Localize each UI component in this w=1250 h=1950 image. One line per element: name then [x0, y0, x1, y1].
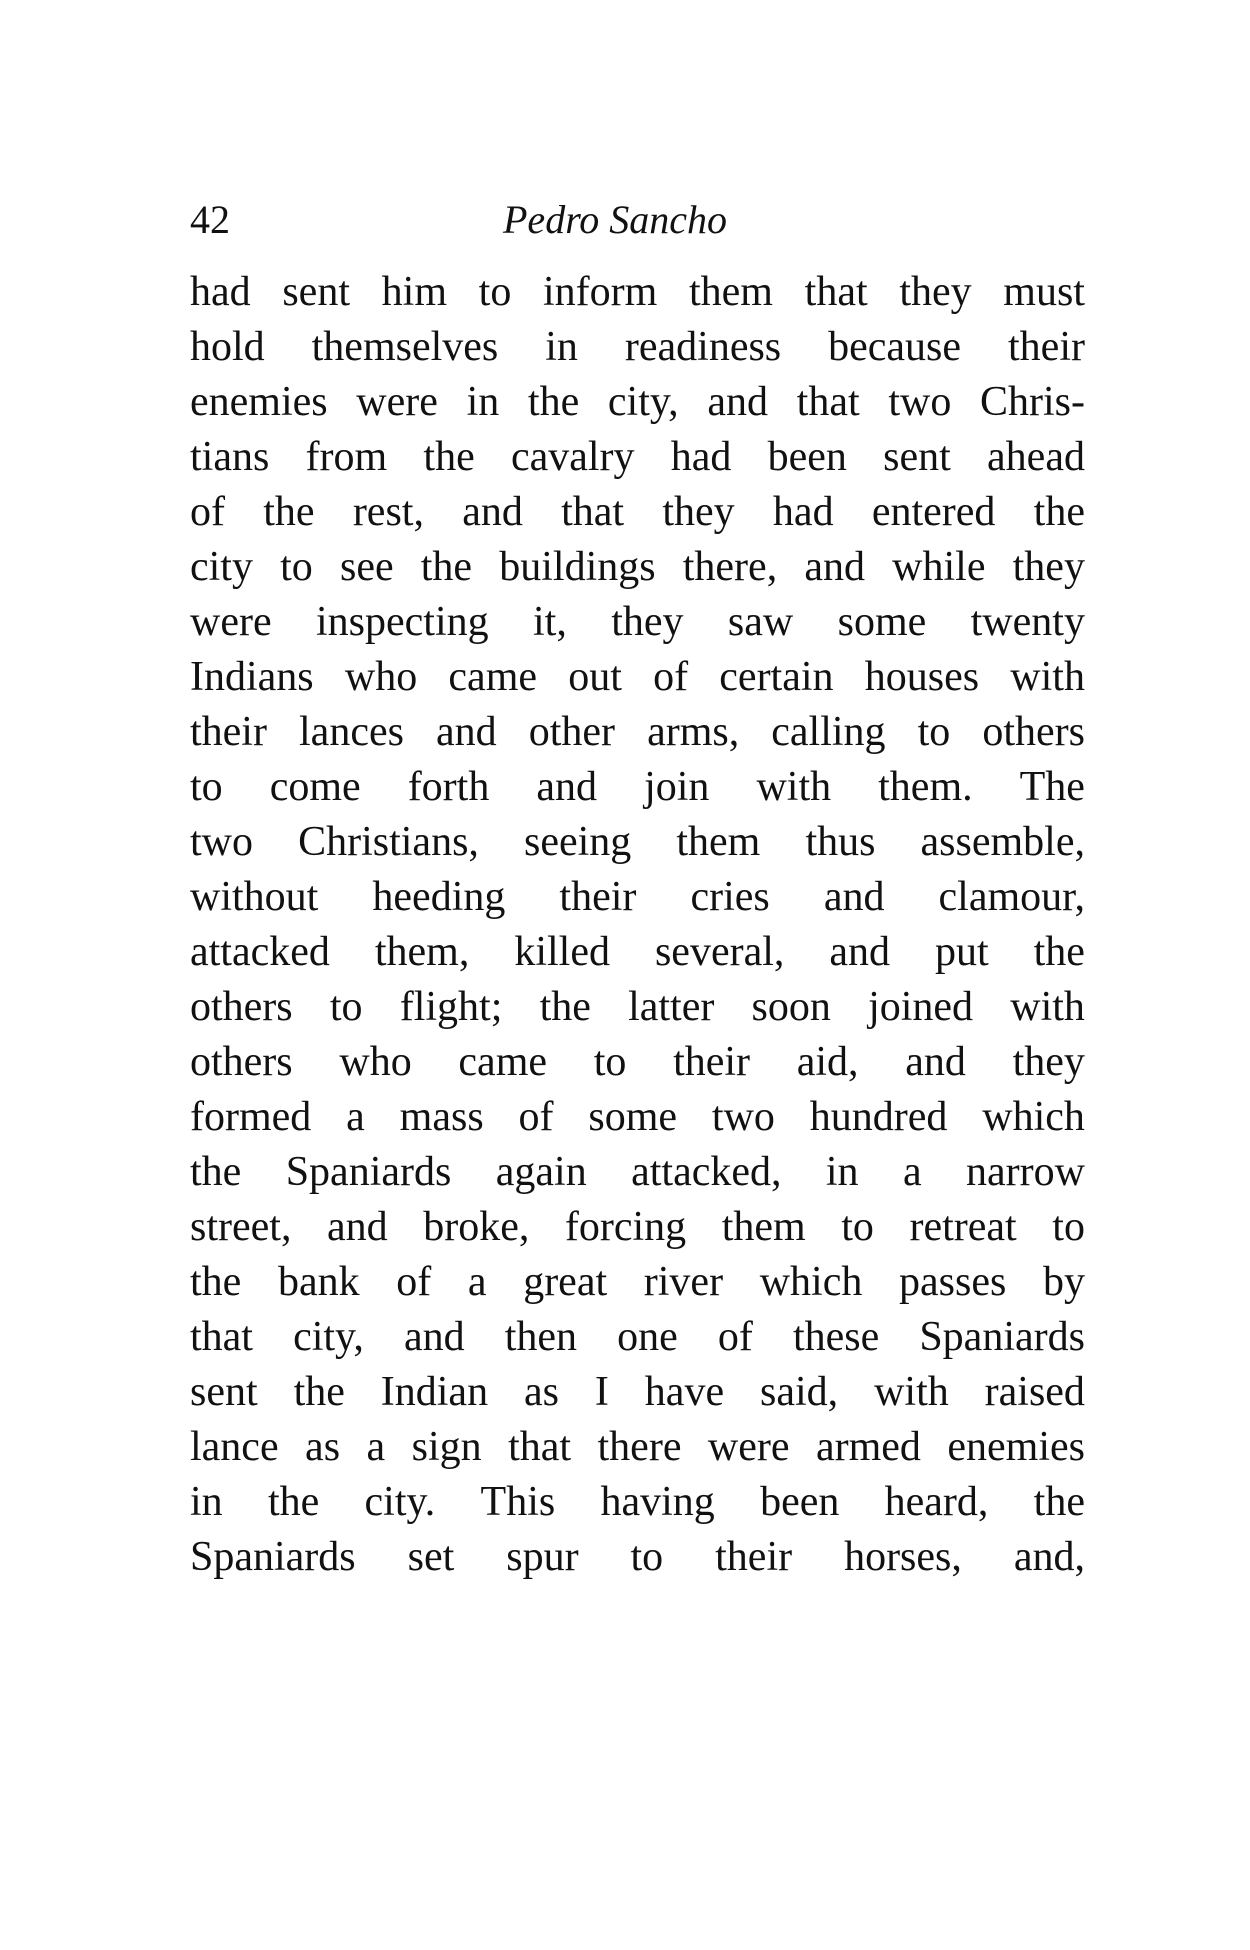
word: the	[527, 379, 580, 425]
page-number: 42	[190, 197, 230, 242]
word: and	[707, 379, 768, 425]
word: city	[190, 544, 253, 590]
word: one	[617, 1314, 678, 1360]
word: inspecting	[315, 599, 489, 645]
word: certain	[719, 654, 834, 700]
word: their	[673, 1039, 751, 1085]
word: joined	[868, 984, 974, 1030]
word: I	[594, 1369, 609, 1415]
word: and	[327, 1204, 388, 1250]
word: with	[756, 764, 832, 810]
word: spur	[506, 1534, 579, 1580]
word: forcing	[564, 1204, 687, 1250]
word: river	[643, 1259, 724, 1305]
word: to	[280, 544, 313, 590]
text-line	[190, 870, 1085, 925]
word: had	[190, 269, 251, 315]
text-line	[190, 1530, 1085, 1585]
word: there	[597, 1424, 682, 1470]
word: calling	[771, 709, 886, 755]
text-line	[190, 265, 1085, 320]
word: Christians,	[298, 819, 479, 865]
word: they	[899, 269, 972, 315]
word: a	[902, 1149, 922, 1195]
word: street,	[190, 1204, 292, 1250]
word: with	[1010, 984, 1085, 1030]
word: thus	[805, 819, 876, 865]
word: other	[528, 709, 616, 755]
word: the	[1033, 929, 1085, 975]
word: then	[504, 1314, 577, 1360]
text-line	[190, 815, 1085, 870]
text-line	[190, 1200, 1085, 1255]
word: them	[721, 1204, 806, 1250]
word: they	[1012, 544, 1085, 590]
word: great	[523, 1259, 608, 1305]
word: twenty	[970, 599, 1085, 645]
word: two	[190, 819, 253, 865]
word: as	[523, 1369, 559, 1415]
word: rest,	[352, 489, 424, 535]
text-line	[190, 320, 1085, 375]
word: and	[462, 489, 523, 535]
word: cavalry	[510, 434, 635, 480]
word: buildings	[499, 544, 656, 590]
word: two	[888, 379, 952, 425]
word: that	[190, 1314, 253, 1360]
word: to	[478, 269, 512, 315]
word: latter	[628, 984, 715, 1030]
word: of	[653, 654, 689, 700]
word: of	[717, 1314, 753, 1360]
word: and,	[1013, 1534, 1085, 1580]
word: to	[190, 764, 223, 810]
word: join	[644, 764, 710, 810]
word: and	[829, 929, 891, 975]
word: were	[356, 379, 438, 425]
word: in	[190, 1479, 223, 1525]
word: soon	[751, 984, 831, 1030]
word: to	[630, 1534, 664, 1580]
word: the	[1033, 489, 1085, 535]
word: to	[593, 1039, 627, 1085]
text-line	[190, 925, 1085, 980]
word: two	[711, 1094, 775, 1140]
word: clamour,	[938, 874, 1085, 920]
running-title: Pedro Sancho	[503, 197, 728, 242]
word: their	[1008, 324, 1085, 370]
word: sign	[411, 1424, 482, 1470]
text-line	[190, 1310, 1085, 1365]
word: were	[190, 599, 272, 645]
word: as	[305, 1424, 341, 1470]
word: who	[344, 654, 418, 700]
word: came	[448, 654, 537, 700]
word: came	[458, 1039, 547, 1085]
word: heeding	[372, 874, 506, 920]
word: enemies	[190, 379, 328, 425]
word: must	[1003, 269, 1085, 315]
word: that	[796, 379, 860, 425]
word: and	[403, 1314, 465, 1360]
word: others	[190, 984, 293, 1030]
word: narrow	[966, 1149, 1085, 1195]
word: the	[293, 1369, 345, 1415]
word: in	[545, 324, 578, 370]
word: a	[346, 1094, 365, 1140]
text-line	[190, 1145, 1085, 1200]
running-head	[190, 190, 1090, 250]
word: while	[892, 544, 986, 590]
text-line	[190, 1475, 1085, 1530]
word: armed	[815, 1424, 921, 1470]
word: the	[263, 489, 315, 535]
word: formed	[190, 1094, 312, 1140]
word: inform	[543, 269, 658, 315]
word: houses	[864, 654, 980, 700]
word: and	[804, 544, 866, 590]
word: were	[707, 1424, 790, 1470]
word: having	[600, 1479, 715, 1525]
word: without	[190, 874, 319, 920]
word: horses,	[844, 1534, 962, 1580]
word: city,	[607, 379, 679, 425]
word: it,	[533, 599, 567, 645]
word: sent	[190, 1369, 258, 1415]
word: and	[436, 709, 497, 755]
word: which	[759, 1259, 863, 1305]
word: Chris-	[979, 379, 1085, 425]
word: set	[407, 1534, 455, 1580]
word: the	[539, 984, 591, 1030]
word: sent	[282, 269, 350, 315]
word: which	[982, 1094, 1085, 1140]
word: of	[190, 489, 225, 535]
word: bank	[277, 1259, 360, 1305]
word: raised	[984, 1369, 1085, 1415]
word: city,	[293, 1314, 364, 1360]
word: entered	[871, 489, 996, 535]
word: saw	[727, 599, 794, 645]
word: retreat	[909, 1204, 1017, 1250]
text-line	[190, 595, 1085, 650]
word: others	[982, 709, 1085, 755]
word: several,	[654, 929, 785, 975]
word: Spaniards	[919, 1314, 1085, 1360]
word: them.	[878, 764, 973, 810]
word: have	[644, 1369, 725, 1415]
word: that	[804, 269, 868, 315]
word: to	[917, 709, 951, 755]
word: the	[1033, 1479, 1085, 1525]
word: the	[267, 1479, 320, 1525]
word: said,	[760, 1369, 839, 1415]
word: themselves	[311, 324, 499, 370]
word: of	[396, 1259, 432, 1305]
word: attacked,	[631, 1149, 782, 1195]
word: that	[561, 489, 625, 535]
word: hold	[190, 324, 265, 370]
word: with	[1010, 654, 1085, 700]
word: The	[1019, 764, 1085, 810]
word: to	[1052, 1204, 1085, 1250]
word: in	[825, 1149, 859, 1195]
text-line	[190, 485, 1085, 540]
word: and	[823, 874, 885, 920]
word: to	[841, 1204, 874, 1250]
word: with	[874, 1369, 949, 1415]
word: had	[772, 489, 834, 535]
word: these	[792, 1314, 880, 1360]
word: the	[190, 1259, 242, 1305]
word: ahead	[987, 434, 1085, 480]
word: heard,	[884, 1479, 989, 1525]
word: assemble,	[920, 819, 1085, 865]
word: This	[480, 1479, 556, 1525]
word: see	[339, 544, 394, 590]
word: and	[905, 1039, 966, 1085]
word: enemies	[947, 1424, 1085, 1470]
word: a	[366, 1424, 386, 1470]
word: and	[536, 764, 598, 810]
word: who	[339, 1039, 412, 1085]
word: in	[466, 379, 500, 425]
word: passes	[899, 1259, 1007, 1305]
word: had	[670, 434, 732, 480]
text-line	[190, 760, 1085, 815]
word: their	[559, 874, 637, 920]
word: the	[423, 434, 475, 480]
word: city.	[364, 1479, 436, 1525]
text-line	[190, 1090, 1085, 1145]
word: flight;	[399, 984, 503, 1030]
text-line	[190, 1420, 1085, 1475]
word: them	[676, 819, 761, 865]
word: a	[467, 1259, 487, 1305]
text-line	[190, 650, 1085, 705]
word: by	[1042, 1259, 1085, 1305]
word: arms,	[647, 709, 740, 755]
word: killed	[514, 929, 610, 975]
word: that	[508, 1424, 572, 1470]
word: lances	[299, 709, 404, 755]
word: some	[837, 599, 927, 645]
word: they	[662, 489, 735, 535]
word: them	[689, 269, 773, 315]
word: sent	[883, 434, 951, 480]
text-line	[190, 705, 1085, 760]
word: cries	[690, 874, 770, 920]
word: because	[828, 324, 962, 370]
word: Indians	[190, 654, 314, 700]
body-text	[190, 265, 1085, 1585]
text-line	[190, 375, 1085, 430]
word: put	[934, 929, 989, 975]
word: from	[305, 434, 388, 480]
word: him	[381, 269, 447, 315]
text-line	[190, 1255, 1085, 1310]
word: again	[495, 1149, 587, 1195]
word: to	[329, 984, 363, 1030]
text-line	[190, 1365, 1085, 1420]
word: Spaniards	[285, 1149, 452, 1195]
word: readiness	[624, 324, 782, 370]
text-line	[190, 1035, 1085, 1090]
word: forth	[407, 764, 490, 810]
word: they	[611, 599, 684, 645]
word: of	[518, 1094, 554, 1140]
word: there,	[682, 544, 778, 590]
word: Spaniards	[190, 1534, 356, 1580]
word: lance	[190, 1424, 279, 1470]
word: they	[1012, 1039, 1085, 1085]
word: aid,	[796, 1039, 859, 1085]
word: their	[190, 709, 267, 755]
word: attacked	[190, 929, 330, 975]
word: others	[190, 1039, 293, 1085]
word: them,	[374, 929, 470, 975]
word: been	[760, 1479, 840, 1525]
word: Indian	[380, 1369, 489, 1415]
word: hundred	[809, 1094, 948, 1140]
word: the	[190, 1149, 242, 1195]
word: been	[767, 434, 847, 480]
word: the	[420, 544, 473, 590]
word: come	[269, 764, 361, 810]
text-line	[190, 430, 1085, 485]
word: tians	[190, 434, 270, 480]
word: seeing	[524, 819, 632, 865]
word: mass	[399, 1094, 484, 1140]
text-line	[190, 540, 1085, 595]
word: broke,	[423, 1204, 530, 1250]
word: some	[588, 1094, 678, 1140]
word: out	[568, 654, 622, 700]
text-line	[190, 980, 1085, 1035]
word: their	[715, 1534, 793, 1580]
